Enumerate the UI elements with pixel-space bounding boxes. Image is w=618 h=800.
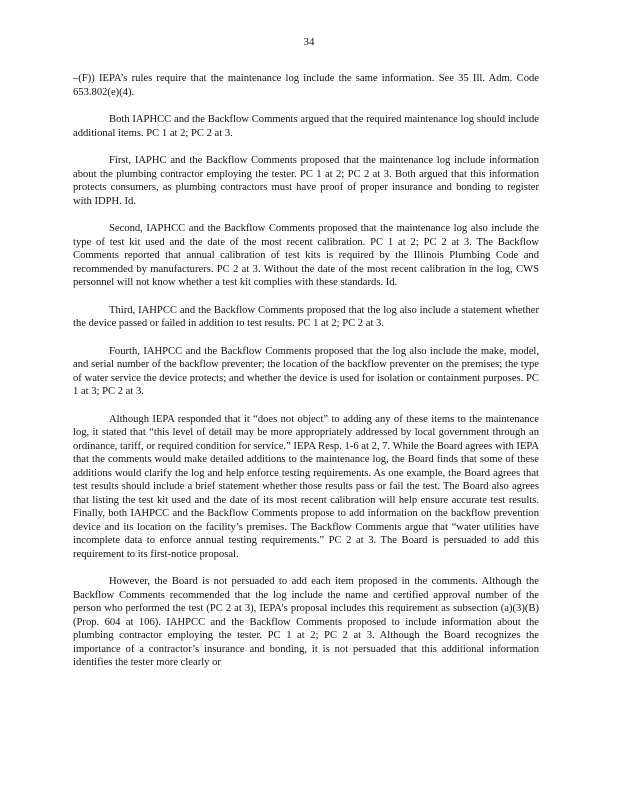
paragraph-first-contractor-info: First, IAPHC and the Backflow Comments proposed that the maintenance log include information about the plumbing contractor employing the tester. PC 1 at 2; PC 2 at 3. Both argued that this information protects consumers, as plumbing contractors must have proof of proper insurance and bonding to register with IDPH. Id.	[73, 155, 539, 207]
page-number: 34	[303, 36, 315, 48]
paragraph-citation-continuation: –(F)) IEPA’s rules require that the maintenance log include the same information. See 35 Ill. Adm. Code 653.802(e)(4).	[73, 73, 539, 98]
paragraph-second-test-kit: Second, IAPHCC and the Backflow Comments proposed that the maintenance log also include the type of test kit used and the date of the most recent calibration. PC 1 at 2; PC 2 at 3. The Backflow Comments reported that annual calibration of test kits is required by the Illinois Plumbing Code and recommended by manufacturers. PC 2 at 3. Without the date of the most recent calibration in the log, CWS personnel will not know whether a test kit complies with these standards. Id.	[73, 223, 539, 288]
paragraph-additional-items: Both IAPHCC and the Backflow Comments argued that the required maintenance log should include additional items. PC 1 at 2; PC 2 at 3.	[73, 114, 539, 139]
document-body	[73, 72, 539, 684]
paragraph-third-pass-fail: Third, IAHPCC and the Backflow Comments proposed that the log also include a statement whether the device passed or failed in addition to test results. PC 1 at 2; PC 2 at 3.	[73, 304, 539, 329]
paragraph-iepa-response: Although IEPA responded that it “does not object” to adding any of these items to the maintenance log, it stated that “this level of detail may be more appropriately addressed by local government through an ordinance, tariff, or required condition for service.” IEPA Resp. 1-6 at 2, 7. While the Board agrees with IEPA that the comments would make detailed additions to the maintenance log, the Board finds that some of these additions would clarify the log and help enforce testing requirements. As one example, the Board agrees that test results should include a brief statement whether those results pass or fail the test. The Board also agrees that listing the test kit used and the date of its most recent calibration will help ensure accurate test results. Finally, both IAHPCC and the Backflow Comments propose to add information on the backflow prevention device and its location on the facility’s premises. The Backflow Comments argue that “water utilities have incomplete data to enforce annual testing requirements.” PC 2 at 3. The Board is persuaded to add this requirement to its first-notice proposal.	[73, 413, 540, 560]
paragraph-board-not-persuaded: However, the Board is not persuaded to add each item proposed in the comments. Although the Backflow Comments recommended that the log include the name and certified approval number of the person who performed the test (PC 2 at 3), IEPA’s proposal includes this requirement as subsection (a)(3)(B) (Prop. 604 at 106). IAHPCC and the Backflow Comments proposed to include information about the plumbing contractor employing the tester. PC 1 at 2; PC 2 at 3. Although the Board recognizes the importance of a contractor’s insurance and bonding, it is not persuaded that this additional information identifies the tester more clearly or	[73, 576, 539, 668]
paragraph-fourth-device-details: Fourth, IAHPCC and the Backflow Comments proposed that the log also include the make, model, and serial number of the backflow preventer; the location of the backflow preventer on the premises; the type of water service the device protects; and whether the device is used for isolation or containment purposes. PC 1 at 3; PC 2 at 3.	[73, 345, 539, 397]
